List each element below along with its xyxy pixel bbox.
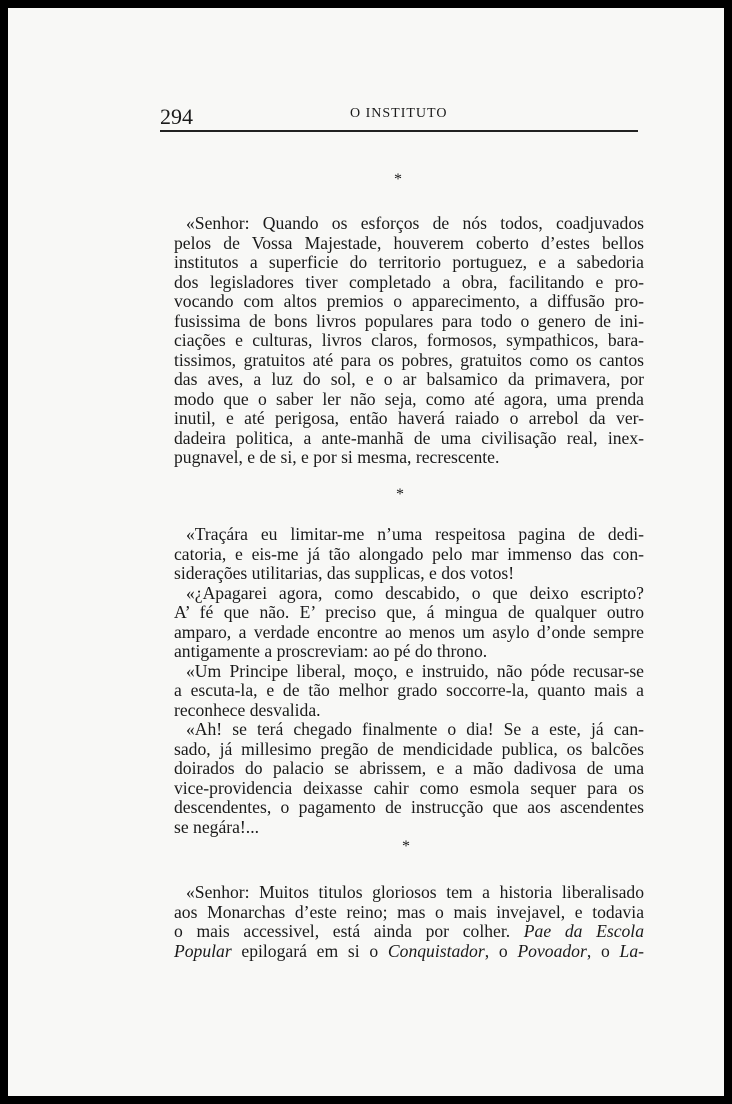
text-line: catoria, e eis-me já tão alongado pelo mar immenso das con- (174, 543, 644, 564)
text-line: dadeira politica, a ante-manhã de uma civilisação real, inex- (174, 427, 644, 448)
page-header (160, 96, 638, 132)
italic-title: La- (619, 940, 644, 961)
text-line: «Um Principe liberal, moço, e instruido, não póde recusar-se (186, 660, 644, 681)
italic-title: Popular (174, 940, 232, 961)
text-segment: o mais accessivel, está ainda por colher. (174, 921, 511, 941)
text-line: «Senhor: Muitos titulos gloriosos tem a historia liberalisado (186, 882, 644, 902)
text-line: das aves, a luz do sol, e o ar balsamico da primavera, por (174, 369, 644, 389)
paragraph-1 (174, 214, 644, 468)
document-page (8, 8, 724, 1096)
text-line: doirados do palacio se abrissem, e a mão dadivosa de uma (174, 758, 644, 778)
text-line: «Ah! se terá chegado finalmente o dia! Se a este, já can- (186, 719, 644, 739)
text-line (174, 942, 644, 962)
header-rule (160, 130, 638, 132)
text-line: tissimos, gratuitos até para os pobres, gratuitos como os cantos (174, 349, 644, 370)
text-line: «Traçára eu limitar-me n’uma respeitosa pagina de dedi- (186, 524, 644, 544)
text-segment: , o (484, 940, 518, 961)
text-line: aos Monarchas d’este reino; mas o mais invejavel, e todavia (174, 901, 644, 922)
text-line: siderações utilitarias, das supplicas, e dos votos! (174, 563, 515, 583)
text-segment: epilogará em si o (231, 940, 388, 961)
text-line: sado, já millesimo pregão de mendicidade publica, os balcões (174, 738, 644, 759)
page-number: 294 (160, 104, 193, 129)
text-line: amparo, a verdade encontre ao menos um asylo d’onde sempre (174, 621, 644, 642)
italic-title: Povoador (517, 940, 587, 961)
text-line: a escuta-la, e de tão melhor grado soccorre-la, quanto mais a (174, 680, 644, 700)
text-line: vice-providencia deixasse cahir como esmola sequer para os (174, 777, 644, 798)
text-line: institutos a superficie do territorio portuguez, e a sabedoria (174, 252, 644, 272)
section-separator: * (402, 838, 410, 855)
text-line: reconhece desvalida. (174, 699, 321, 720)
text-line: vocando com altos premios o apparecimento, a diffusão pro- (174, 291, 644, 311)
text-line: ciações e culturas, livros claros, formosos, sympathicos, bara- (174, 330, 644, 350)
italic-title: Conquistador (387, 940, 485, 961)
text-line: antigamente a proscreviam: ao pé do throno. (174, 641, 488, 661)
text-line: inutil, e até perigosa, então haverá raiado o arrebol da ver- (174, 408, 644, 428)
section-separator: * (396, 486, 404, 503)
text-line: pelos de Vossa Majestade, houverem coberto d’estes bellos (174, 232, 644, 253)
text-segment: , o (586, 940, 620, 961)
running-title: O INSTITUTO (350, 106, 448, 121)
text-line: fusissima de bons livros populares para todo o genero de ini- (174, 310, 644, 331)
text-line: descendentes, o pagamento de instrucção que aos ascendentes (174, 797, 644, 817)
paragraph-3 (174, 883, 644, 961)
text-line: «¿Apagarei agora, como descabido, o que deixo escripto? (186, 582, 644, 603)
text-line: se negára!... (174, 816, 259, 837)
text-line: modo que o saber ler não seja, como até agora, uma prenda (174, 388, 644, 409)
paragraph-2 (174, 525, 644, 837)
section-separator: * (394, 171, 402, 188)
text-line: A’ fé que não. E’ preciso que, á mingua de qualquer outro (174, 602, 644, 622)
text-line: dos legisladores tiver completado a obra, facilitando e pro- (174, 271, 644, 292)
text-line: pugnavel, e de si, e por si mesma, recrescente. (174, 447, 500, 467)
italic-title: Pae da Escola (523, 921, 644, 941)
text-line: «Senhor: Quando os esforços de nós todos, coadjuvados (186, 213, 644, 233)
text-line (174, 922, 644, 942)
